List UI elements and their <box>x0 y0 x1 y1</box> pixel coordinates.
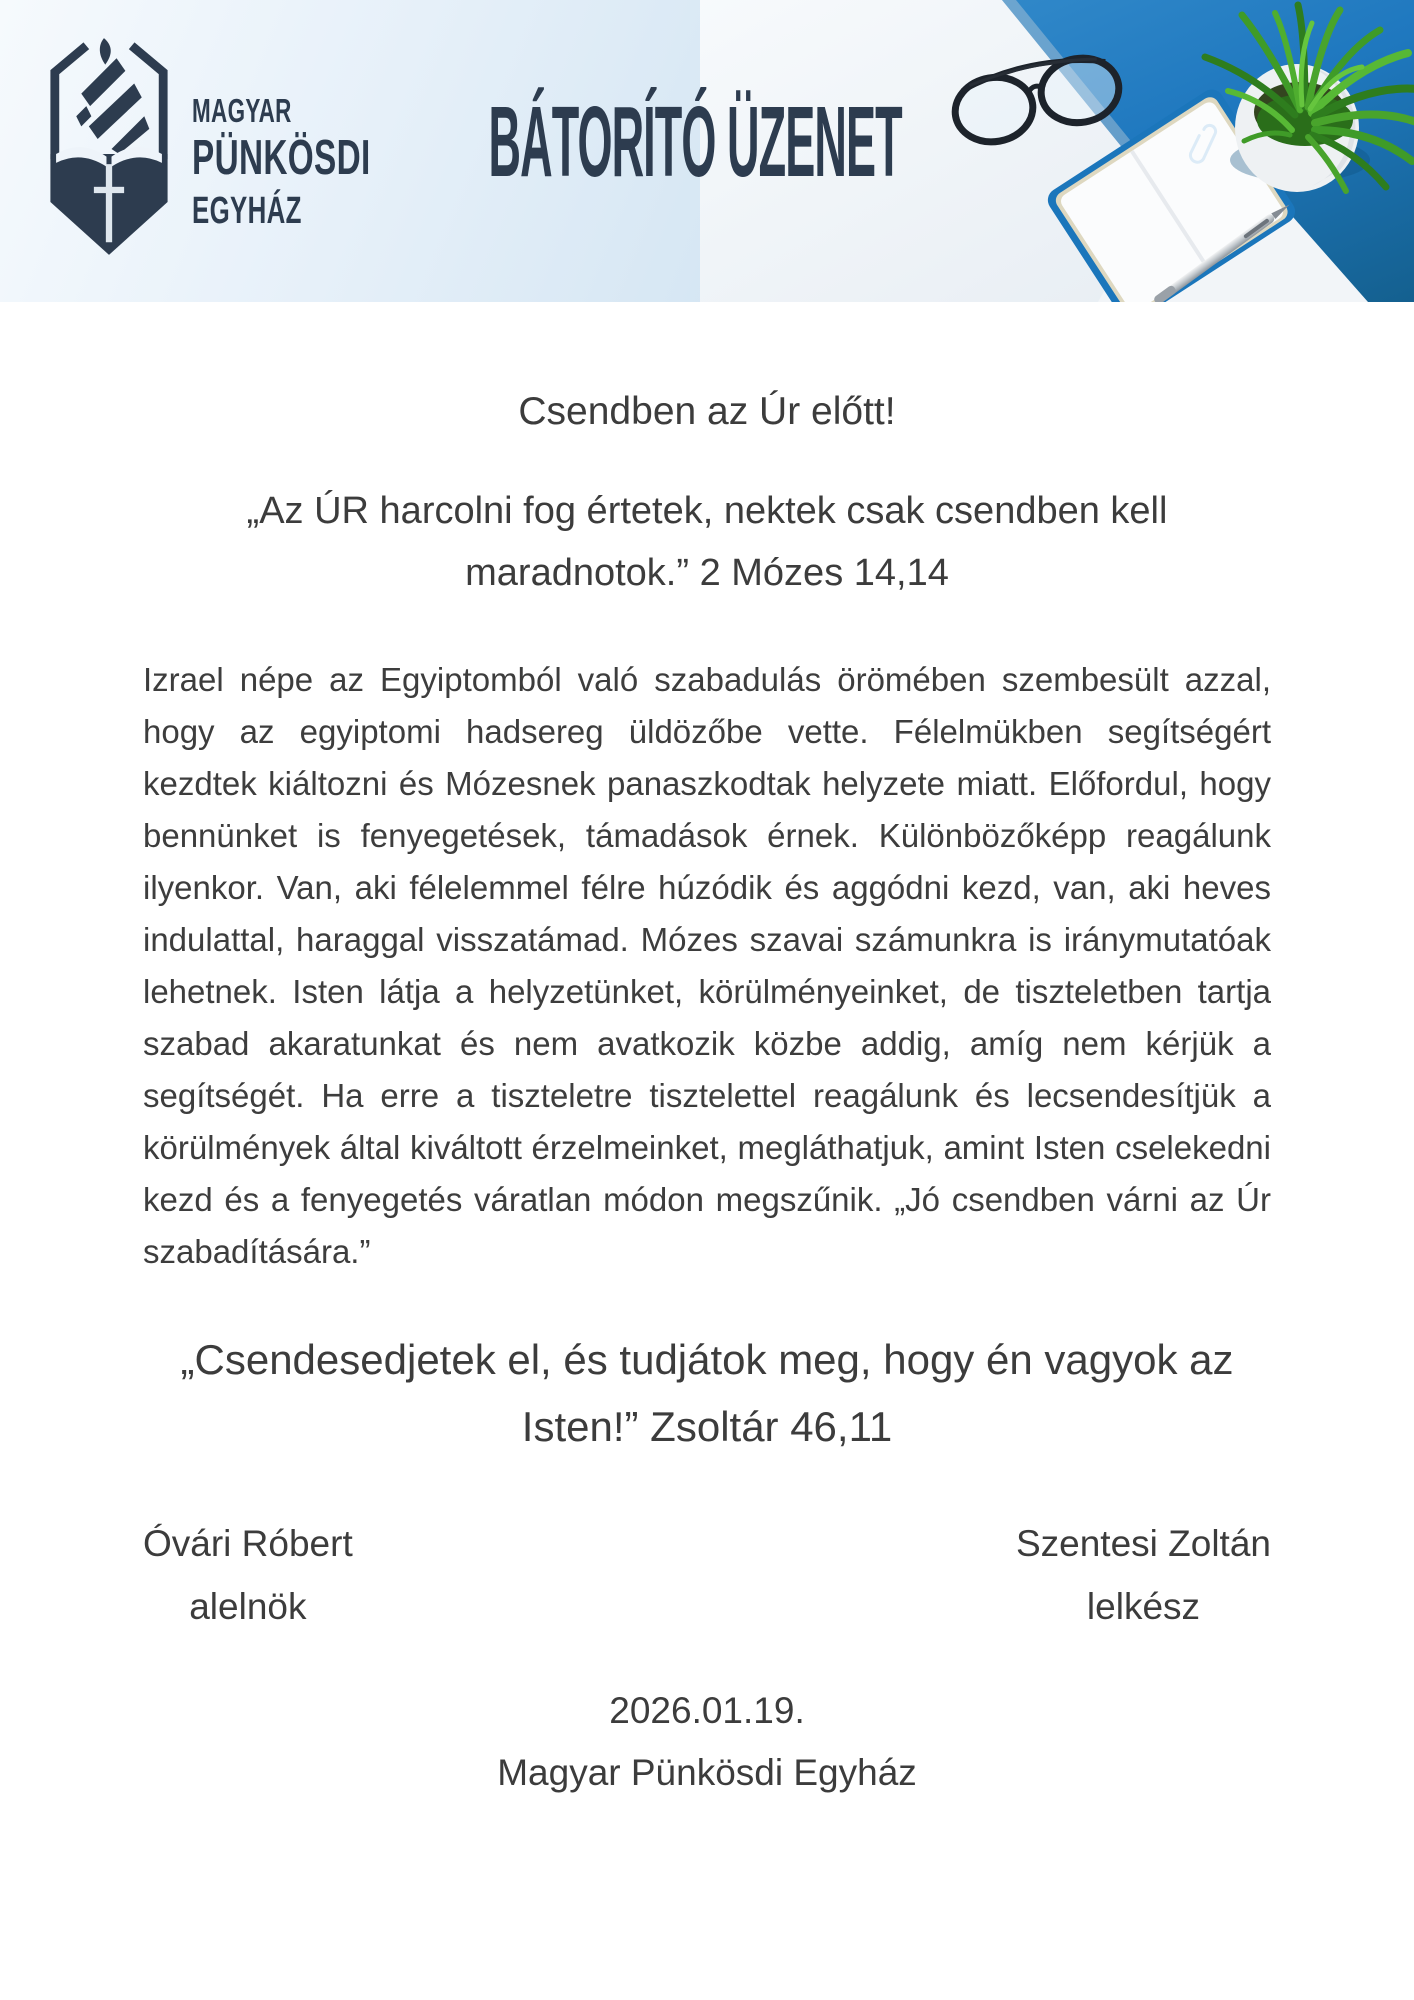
logo-line-2: PÜNKÖSDI <box>192 131 371 185</box>
message-content <box>0 388 1414 1804</box>
church-logo-icon <box>46 38 172 255</box>
signatures <box>143 1512 1271 1638</box>
signature-name: Szentesi Zoltán <box>1015 1523 1271 1564</box>
organization-name: Magyar Pünkösdi Egyház <box>497 1752 917 1793</box>
signature-role: lelkész <box>1086 1586 1201 1627</box>
signature-left <box>143 1512 353 1638</box>
message-body: Izrael népe az Egyiptomból való szabadulás örömében szembesült azzal, hogy az egyiptomi hadsereg üldözőbe vette. Félelmükben segítségért kezdtek kiáltozni és Mózesnek panaszkodtak helyzete miatt. Előfordul, hogy bennünket is fenyegetések, támadások érnek. Különbözőképp reagálunk ilyenkor. Van, aki félelemmel félre húzódik és aggódni kezd, van, aki heves indulattal, haraggal visszatámad. Mózes szavai számunkra is iránymutatóak lehetnek. Isten látja a helyzetünket, körülményeinket, de tiszteletben tartja szabad akaratunkat és nem avatkozik közbe addig, amíg nem kérjük a segítségét. Ha erre a tiszteletre tisztelettel reagálunk és lecsendesítjük a körülmények által kiváltott érzelmeinket, megláthatjuk, amint Isten cselekedni kezd és a fenyegetés váratlan módon megszűnik. „Jó csendben várni az Úr szabadítására.” <box>143 661 1271 1270</box>
footer-block <box>143 1680 1271 1804</box>
scripture-verse-top: „Az ÚR harcolni fog értetek, nektek csak csendben kell maradnotok.” 2 Mózes 14,14 <box>246 490 1168 594</box>
date: 2026.01.19. <box>609 1690 805 1731</box>
scripture-verse-bottom: „Csendesedjetek el, és tudjátok meg, hogy én vagyok az Isten!” Zsoltár 46,11 <box>180 1336 1234 1450</box>
logo-line-1: MAGYAR <box>192 92 292 129</box>
message-title: Csendben az Úr előtt! <box>518 390 896 433</box>
signature-name: Óvári Róbert <box>143 1523 353 1564</box>
logo-line-3: EGYHÁZ <box>192 190 302 232</box>
header-banner <box>0 0 1414 302</box>
signature-right <box>1016 1512 1271 1638</box>
banner-title: BÁTORÍTÓ ÜZENET <box>488 86 902 198</box>
signature-role: alelnök <box>189 1586 307 1627</box>
